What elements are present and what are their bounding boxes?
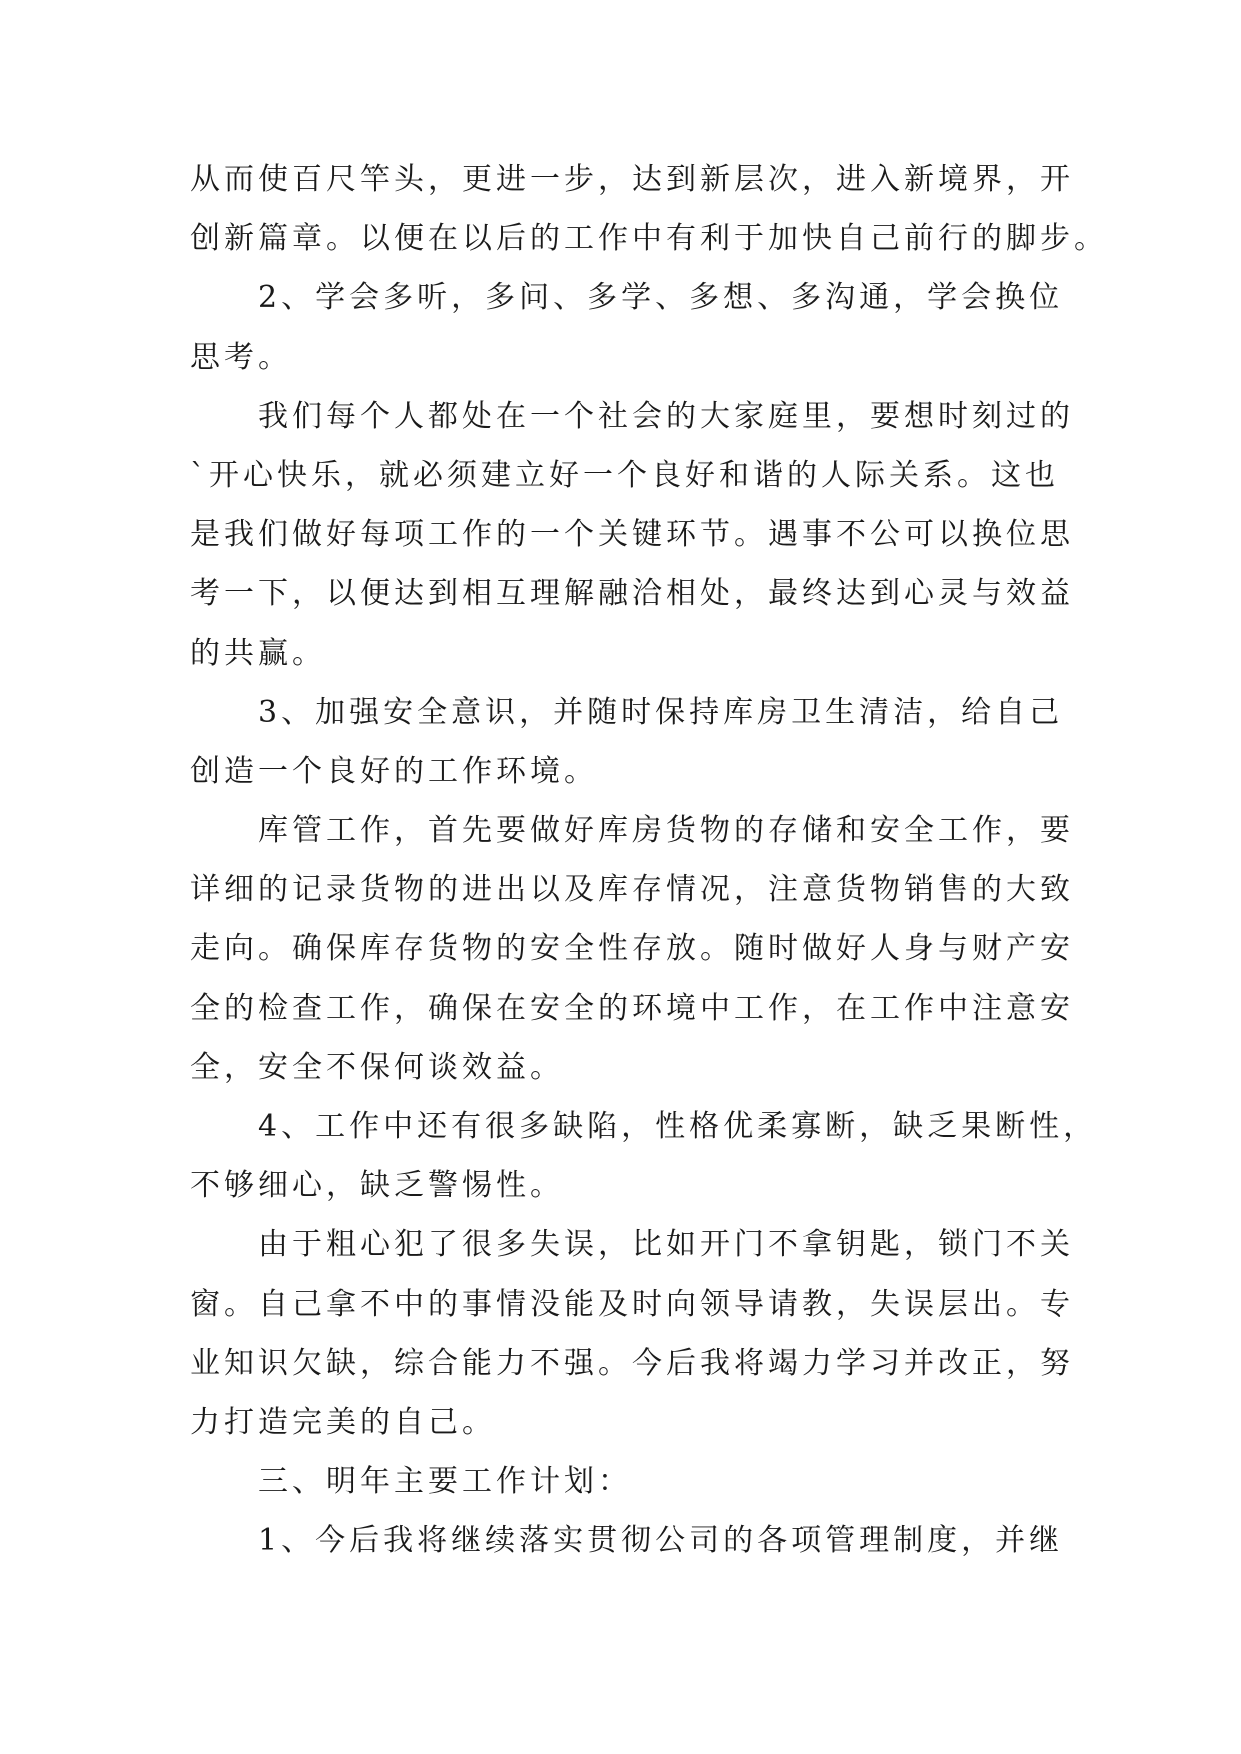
text-line: `开心快乐，就必须建立好一个良好和谐的人际关系。这也	[190, 457, 1059, 493]
text-line: 是我们做好每项工作的一个关键环节。遇事不公可以换位思	[190, 517, 1074, 553]
document-body	[190, 150, 1108, 1571]
text-line: 窗。自己拿不中的事情没能及时向领导请教，失误层出。专	[190, 1286, 1074, 1322]
text-line: 2、学会多听，多问、多学、多想、多沟通，学会换位	[258, 280, 1064, 316]
text-line: 全，安全不保何谈效益。	[190, 1049, 564, 1085]
text-line: 力打造完美的自己。	[190, 1404, 496, 1440]
text-line: 走向。确保库存货物的安全性存放。随时做好人身与财产安	[190, 931, 1074, 967]
text-line: 我们每个人都处在一个社会的大家庭里，要想时刻过的	[258, 398, 1074, 434]
text-line: 由于粗心犯了很多失误，比如开门不拿钥匙，锁门不关	[258, 1227, 1074, 1263]
text-line: 三、明年主要工作计划：	[258, 1464, 632, 1500]
text-line: 创新篇章。以便在以后的工作中有利于加快自己前行的脚步。	[190, 221, 1108, 257]
text-line: 详细的记录货物的进出以及库存情况，注意货物销售的大致	[190, 872, 1074, 908]
text-line: 不够细心，缺乏警惕性。	[190, 1168, 564, 1204]
text-line: 创造一个良好的工作环境。	[190, 753, 598, 789]
text-line: 4、工作中还有很多缺陷，性格优柔寡断，缺乏果断性，	[258, 1109, 1098, 1144]
text-line: 考一下，以便达到相互理解融洽相处，最终达到心灵与效益	[190, 576, 1074, 612]
text-line: 3、加强安全意识，并随时保持库房卫生清洁，给自己	[258, 694, 1064, 730]
text-line: 库管工作，首先要做好库房货物的存储和安全工作，要	[258, 813, 1074, 849]
text-line: 从而使百尺竿头，更进一步，达到新层次，进入新境界，开	[190, 162, 1074, 197]
text-line: 业知识欠缺，综合能力不强。今后我将竭力学习并改正，努	[190, 1345, 1074, 1381]
text-line: 的共赢。	[190, 635, 326, 671]
text-line: 1、今后我将继续落实贯彻公司的各项管理制度，并继	[258, 1523, 1064, 1559]
text-line: 思考。	[190, 339, 292, 375]
text-line: 全的检查工作，确保在安全的环境中工作，在工作中注意安	[190, 990, 1074, 1026]
